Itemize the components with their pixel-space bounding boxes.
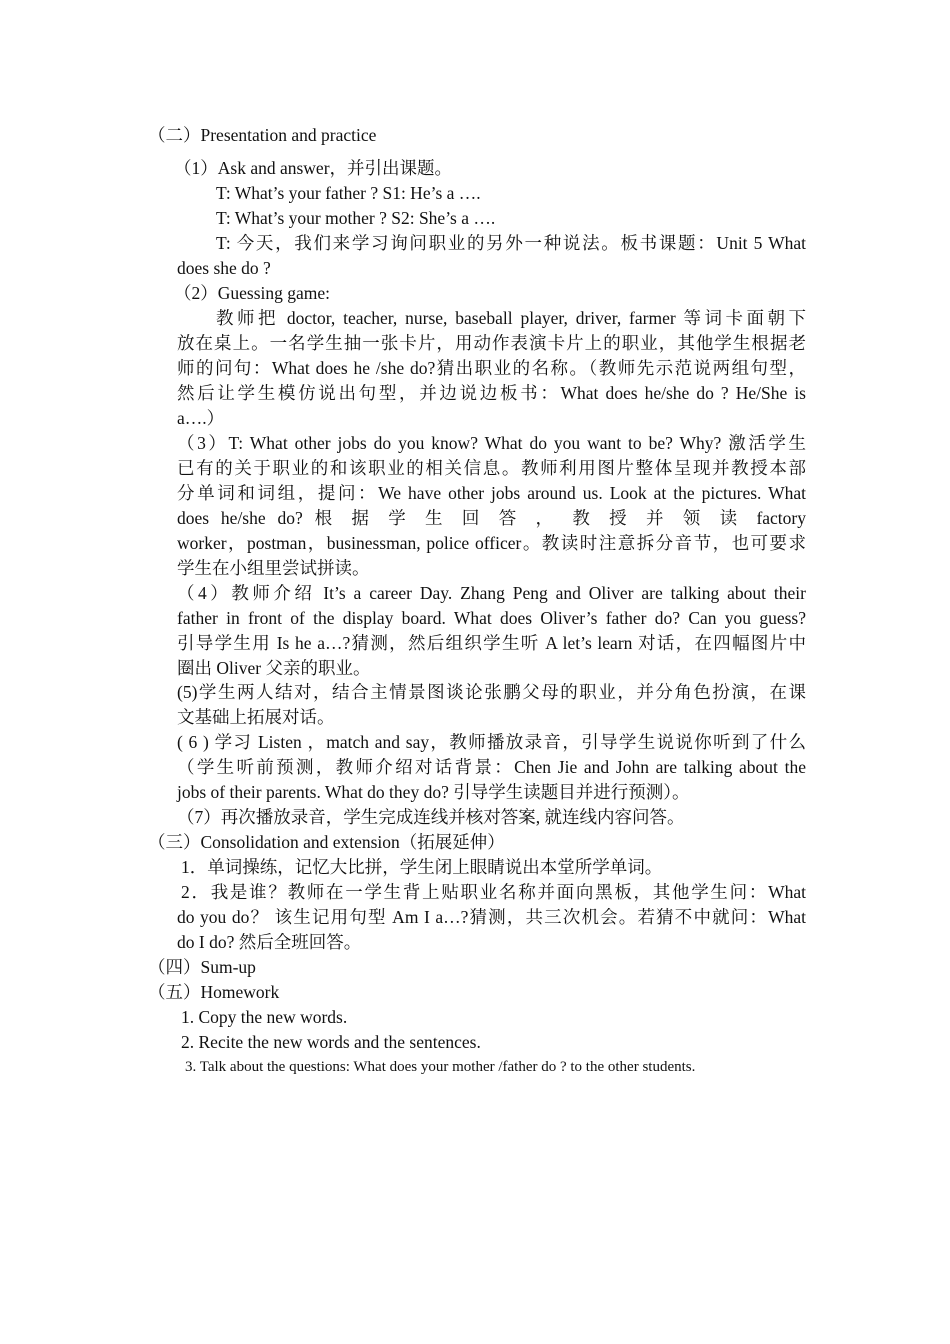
section-heading-presentation: （二）Presentation and practice [148,125,377,145]
paragraph-line: father in front of the display board. What does Oliver’s father do? Can you guess? [177,608,806,628]
teacher-intro-line: T: 今天，我们来学习询问职业的另外一种说法。板书课题：Unit 5 What [216,233,806,253]
paragraph-line: do you do？ 该生记用句型 Am I a…?猜测，共三次机会。若猜不中就问：What [177,907,806,927]
paragraph-line: does he/she do? 根 据 学 生 回 答 ， 教 授 并 领 读 factory [177,508,806,528]
paragraph-line: 引导学生用 Is he a…?猜测，然后组织学生听 A let’s learn 对话，在四幅图片中 [177,633,806,653]
paragraph-line: 1．单词操练，记忆大比拼，学生闭上眼睛说出本堂所学单词。 [181,857,663,877]
paragraph-line: 学生在小组里尝试拼读。 [177,558,370,578]
homework-item: 1. Copy the new words. [181,1007,348,1027]
paragraph-line: （7）再次播放录音，学生完成连线并核对答案, 就连线内容问答。 [177,807,685,827]
paragraph-line: (5)学生两人结对，结合主情景图谈论张鹏父母的职业，并分角色扮演，在课 [177,682,806,702]
paragraph-line: 教师把 doctor, teacher, nurse, baseball player, driver, farmer 等词卡面朝下 [216,308,806,328]
paragraph-line: （3）T: What other jobs do you know? What do you want to be? Why? 激活学生 [177,433,806,453]
paragraph-line: ( 6 ) 学习 Listen ，match and say，教师播放录音，引导学生说说你听到了什么 [177,732,806,752]
homework-item: 3. Talk about the questions: What does your mother /father do ? to the other students. [185,1059,696,1075]
section-heading-homework: （五）Homework [148,982,280,1002]
paragraph-line: 然后让学生模仿说出句型，并边说边板书：What does he/she do ? He/She is [177,383,806,403]
paragraph-line: 文基础上拓展对话。 [177,707,335,727]
homework-item: 2. Recite the new words and the sentences. [181,1032,481,1052]
paragraph-line: （学生听前预测，教师介绍对话背景：Chen Jie and John are talking about the [177,757,806,777]
teacher-intro-line-cont: does she do ? [177,258,271,278]
dialogue-line-mother: T: What’s your mother ? S2: She’s a …. [216,208,496,228]
paragraph-line: 分单词和词组，提问：We have other jobs around us. Look at the pictures. What [177,483,806,503]
dialogue-line-father: T: What’s your father ? S1: He’s a …. [216,183,481,203]
paragraph-line: 师的问句：What does he /she do?猜出职业的名称。（教师先示范说两组句型， [177,358,806,378]
paragraph-line: 已有的关于职业的和该职业的相关信息。教师利用图片整体呈现并教授本部 [177,458,806,478]
item-guessing-game-title: （2）Guessing game: [174,283,331,303]
paragraph-line: do I do? 然后全班回答。 [177,932,362,952]
paragraph-line: jobs of their parents. What do they do? 引导学生读题目并进行预测）。 [177,782,690,802]
paragraph-line: （4）教师介绍 It’s a career Day. Zhang Peng and Oliver are talking about their [177,583,806,603]
paragraph-line: a….） [177,408,225,428]
paragraph-line: 2．我是谁？教师在一学生背上贴职业名称并面向黑板，其他学生问：What [181,882,806,902]
section-heading-sum-up: （四）Sum-up [148,957,256,977]
paragraph-line: 放在桌上。一名学生抽一张卡片，用动作表演卡片上的职业，其他学生根据老 [177,333,806,353]
paragraph-line: worker，postman，businessman, police officer。教读时注意拆分音节，也可要求 [177,533,806,553]
paragraph-line: 圈出 Oliver 父亲的职业。 [177,658,371,678]
item-ask-and-answer-title: （1）Ask and answer，并引出课题。 [174,158,453,178]
section-heading-consolidation: （三）Consolidation and extension（拓展延伸） [148,832,505,852]
